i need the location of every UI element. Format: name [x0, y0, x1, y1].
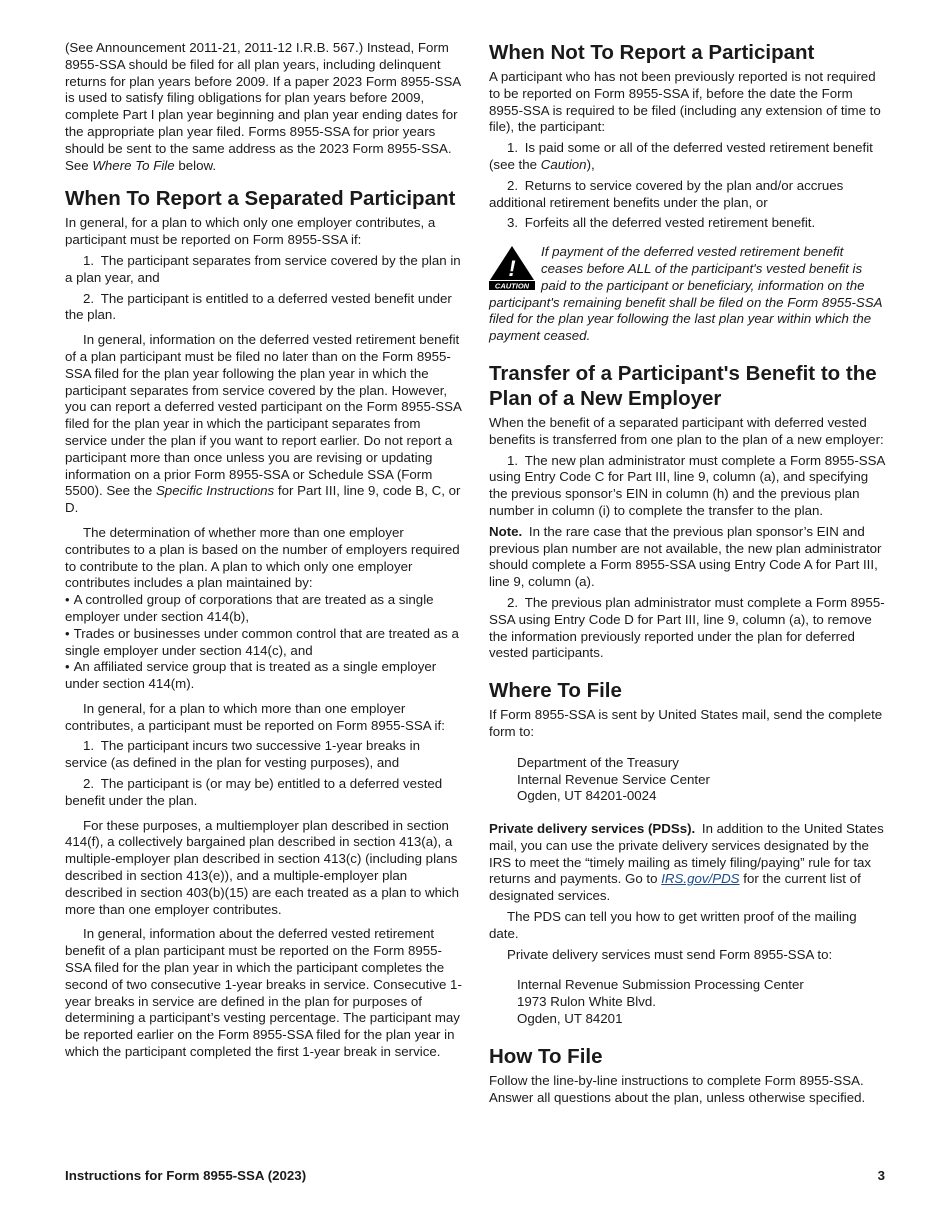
footer-title: Instructions for Form 8955-SSA (2023)	[65, 1168, 307, 1183]
emphasis: Caution	[540, 156, 587, 172]
paragraph: For these purposes, a multiemployer plan described in section 414(f), a collectively bargained plan described in section 413(a), a multiple-employer plan described in section 413(c) (including plans described in section 413(e)), and a multiple-employer plan described in section 403(b)(15) are each treated as a plan to which more than one employer contributes.	[65, 817, 459, 917]
text-run: In general, information on the deferred vested retirement benefit of a plan participant must be filed no later than on the Form 8955-SSA filed for the plan year following the plan year in which the participant separates from service covered by the plan. However, you can report a deferred vested participant on the Form 8955-SSA filed for the plan year in which the participant separates from service under the plan if you want to report earlier. Do not report a participant more than once unless you are revising or updating information on a prior Form 8955-SSA or Schedule SSA (Form 5500). See the	[65, 332, 462, 499]
paragraph: The PDS can tell you how to get written proof of the mailing date.	[489, 909, 857, 941]
list-item: 1. The new plan administrator must complete a Form 8955-SSA using Entry Code C for Part III, line 9, column (a), and specifying the previous sponsor’s EIN in column (h) and the previous plan number in column (i) to complete the transfer to the plan.	[489, 452, 885, 518]
mail-address	[517, 755, 885, 805]
bullet-item	[65, 626, 462, 660]
text-run: (See Announcement 2011-21, 2011-12 I.R.B. 567.) Instead, Form 8955-SSA should be filed for all plan years, including delinquent returns for plan years before 2009. If a paper 2023 Form 8955-SSA is used to satisfy filing obligations for plan years before 2009, complete Part I plan year beginning and plan year ending dates for the appropriate plan year filed. Forms 8955-SSA for prior years should be sent to the same address as the 2023 Form 8955-SSA. See	[65, 40, 461, 173]
caution-label: CAUTION	[494, 281, 530, 291]
list-item: 2. The previous plan administrator must complete a Form 8955-SSA using Entry Code D for Part III, line 9, column (a), to remove the information previously reported under the plan for deferred vested participants.	[489, 594, 885, 661]
address-line: Internal Revenue Submission Processing Center	[517, 977, 804, 993]
bullet-text: A controlled group of corporations that are treated as a single employer under section 414(b),	[65, 592, 434, 624]
caution-text: If payment of the deferred vested retirement benefit ceases before ALL of the participant's vested benefit is paid to the participant or beneficiary, information on the participant's remaining benefit shall be filed on the Form 8955-SSA filed for the plan year following the last plan year within which the payment ceased.	[489, 244, 883, 344]
paragraph	[65, 332, 462, 517]
heading-where-to-file: Where To File	[489, 679, 622, 703]
address-line: Ogden, UT 84201-0024	[517, 788, 657, 804]
left-column	[65, 40, 462, 1061]
list-item: 2. Returns to service covered by the plan and/or accrues additional retirement benefits under the plan, or	[489, 177, 844, 210]
text-run: 1. Is paid some or all of the deferred vested retirement benefit (see the	[489, 140, 873, 172]
list-item	[489, 140, 885, 174]
heading-when-to-report: When To Report a Separated Participant	[65, 187, 456, 211]
list-item: 1. The participant separates from service covered by the plan in a plan year, and	[65, 252, 461, 285]
paragraph: In general, information about the deferred vested retirement benefit of a plan participant must be reported on the Form 8955-SSA filed for the plan year in which the participant completes the second of two consecutive 1-year breaks in service. Consecutive 1-year breaks in service are defined in the plan for purposes of determining a participant’s vesting percentage. The participant may be reported earlier on the Form 8955-SSA filed for the plan year in which the participant completed the first 1-year break in service.	[65, 926, 462, 1060]
paragraph: Follow the line-by-line instructions to complete Form 8955-SSA. Answer all questions about the plan, unless otherwise specified.	[489, 1072, 866, 1105]
address-line: Ogden, UT 84201	[517, 1011, 623, 1027]
paragraph: A participant who has not been previously reported is not required to be reported on Form 8955-SSA if, before the date the Form 8955-SSA is required to be filed (including any extension of time to file), the participant:	[489, 69, 881, 135]
bullet-item	[65, 659, 462, 693]
page-footer	[65, 1168, 885, 1183]
pds-paragraph	[489, 821, 885, 905]
heading-when-not-to-report: When Not To Report a Participant	[489, 41, 815, 64]
address-line: Internal Revenue Service Center	[517, 771, 710, 787]
bullet-text: Trades or businesses under common control that are treated as a single employer under section 414(c), and	[65, 625, 459, 658]
caution-note	[489, 244, 885, 345]
text-run: for Part III, line 9, code B, C, or D.	[65, 483, 461, 516]
caution-mark: !	[508, 256, 516, 282]
caution-icon	[489, 244, 535, 290]
paragraph: If Form 8955-SSA is sent by United States mail, send the complete form to:	[489, 707, 883, 739]
pds-address	[517, 977, 885, 1027]
text-run: for the current list of designated services.	[489, 871, 861, 904]
paragraph: When the benefit of a separated participant with deferred vested benefits is transferred from one plan to the plan of a new employer:	[489, 414, 884, 447]
emphasis: Where To File	[92, 157, 175, 173]
note-label: Note.	[489, 523, 523, 539]
irs-pds-link[interactable]: IRS.gov/PDS	[661, 871, 740, 887]
text-run: In addition to the United States mail, you can use the private delivery services designated by the IRS to meet the “timely mailing as timely filing/paying” rule for tax returns and payments. Go to	[489, 821, 884, 887]
list-item: 3. Forfeits all the deferred vested retirement benefit.	[507, 215, 816, 231]
list-item: 2. The participant is (or may be) entitled to a deferred vested benefit under the plan.	[65, 776, 443, 808]
bullet-text: An affiliated service group that is treated as a single employer under section 414(m).	[65, 659, 437, 692]
list-item: 2. The participant is entitled to a deferred vested benefit under the plan.	[65, 290, 452, 323]
address-line: 1973 Rulon White Blvd.	[517, 994, 656, 1010]
text-run: below.	[174, 157, 217, 173]
bullet-icon: •	[65, 659, 70, 675]
paragraph: In general, for a plan to which only one employer contributes, a participant must be reported on Form 8955-SSA if:	[65, 215, 436, 248]
heading-how-to-file: How To File	[489, 1044, 603, 1068]
list-item: 1. The participant incurs two successive 1-year breaks in service (as defined in the plan for vesting purposes), and	[65, 738, 420, 771]
heading-transfer: Transfer of a Participant's Benefit to the Plan of a New Employer	[489, 361, 877, 410]
bullet-item	[65, 592, 462, 626]
bullet-icon: •	[65, 625, 70, 641]
right-column	[489, 40, 885, 1106]
text-run: ),	[586, 156, 595, 172]
paragraph: Private delivery services must send Form 8955-SSA to:	[507, 946, 833, 962]
note-paragraph	[489, 524, 885, 591]
paragraph: The determination of whether more than one employer contributes to a plan is based on the number of employers required to contribute to the plan. A plan to which only one employer contributes includes a plan maintained by:	[65, 524, 460, 591]
page-number: 3	[877, 1168, 885, 1183]
bullet-icon: •	[65, 592, 70, 608]
address-line: Department of the Treasury	[517, 754, 679, 770]
emphasis: Specific Instructions	[155, 483, 275, 499]
note-text: In the rare case that the previous plan sponsor’s EIN and previous plan number are not available, the new plan administrator should complete a Form 8955-SSA using Entry Code A for Part III, line 9, column (a).	[489, 523, 882, 590]
paragraph: In general, for a plan to which more than one employer contributes, a participant must be reported on Form 8955-SSA if:	[65, 700, 445, 733]
pds-label: Private delivery services (PDSs).	[489, 821, 696, 837]
intro-paragraph	[65, 40, 462, 174]
